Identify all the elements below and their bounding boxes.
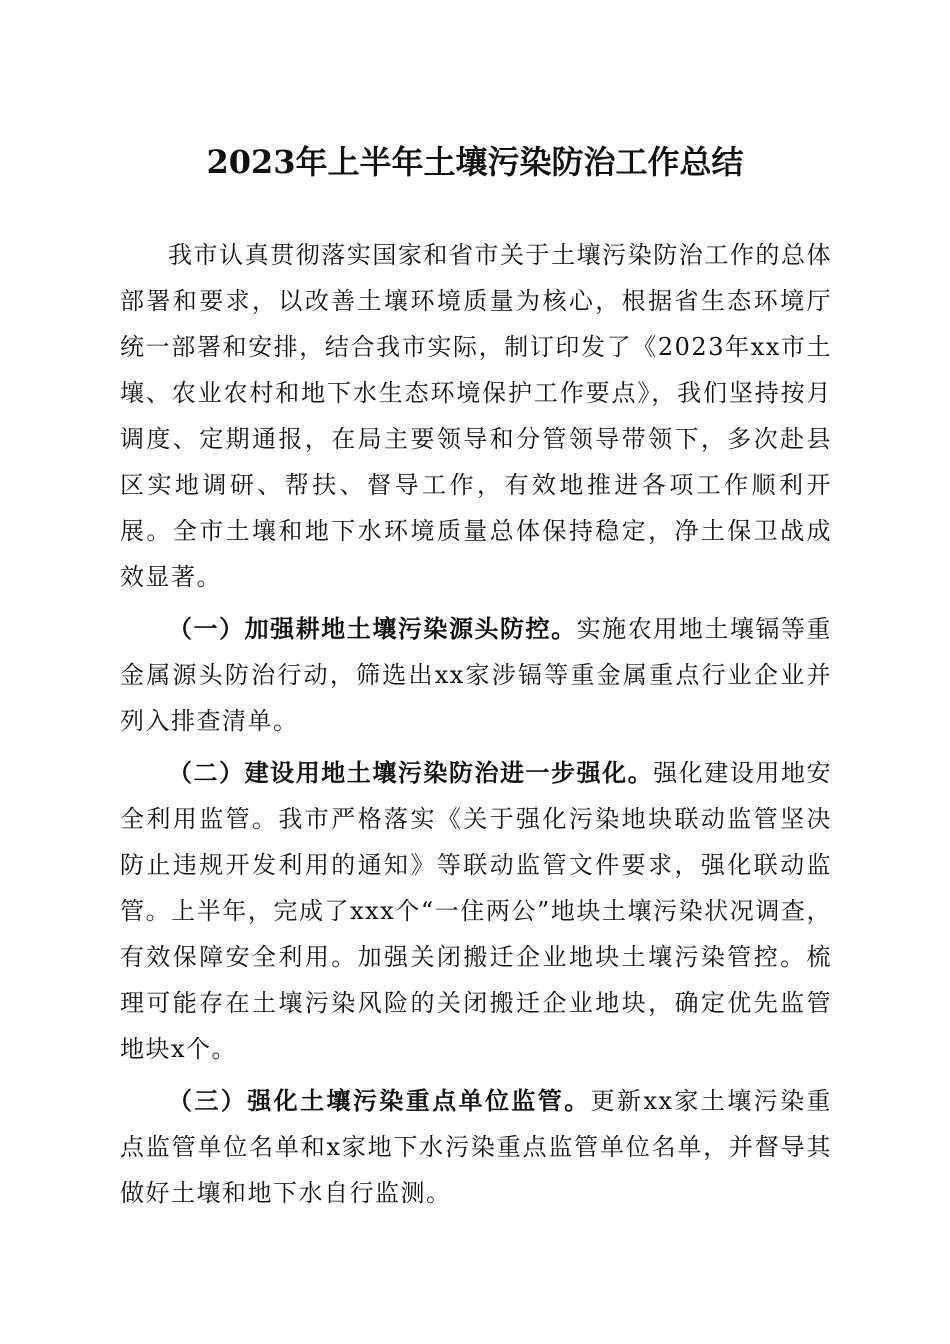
intro-paragraph: 我市认真贯彻落实国家和省市关于土壤污染防治工作的总体部署和要求，以改善土壤环境质量为核心，根据省生态环境厅统一部署和安排，结合我市实际，制订印发了《2023年xx市土壤、农业农村和地下水生态环境保护工作要点》，我们坚持按月调度、定期通报，在局主要领导和分管领导带领下，多次赴县区实地调研、帮扶、督导工作，有效地推进各项工作顺利开展。全市土壤和地下水环境质量总体保持稳定，净土保卫战成效显著。	[120, 241, 832, 591]
section-paragraph-3	[120, 1078, 832, 1216]
section-body-2: 强化建设用地安全利用监管。我市严格落实《关于强化污染地块联动监管坚决防止违规开发利用的通知》等联动监管文件要求，强化联动监管。上半年，完成了xxx个“一住两公”地块土壤污染状况调查，有效保障安全利用。加强关闭搬迁企业地块土壤污染管控。梳理可能存在土壤污染风险的关闭搬迁企业地块，确定优先监管地块x个。	[120, 759, 833, 1063]
section-heading-1: （一）加强耕地土壤污染源头防控。	[168, 614, 577, 643]
document-body	[120, 232, 832, 1216]
section-paragraph-1	[120, 606, 832, 744]
section-body-1: 实施农用地土壤镉等重金属源头防治行动，筛选出xx家涉镉等重金属重点行业企业并列入排查清单。	[120, 615, 832, 735]
document-title: 2023年上半年土壤污染防治工作总结	[206, 143, 744, 181]
section-heading-3: （三）强化土壤污染重点单位监管。	[168, 1086, 591, 1115]
section-heading-2: （二）建设用地土壤污染防治进一步强化。	[168, 758, 654, 787]
section-body-3: 更新xx家土壤污染重点监管单位名单和x家地下水污染重点监管单位名单，并督导其做好土壤和地下水自行监测。	[120, 1087, 833, 1207]
section-paragraph-2	[120, 750, 832, 1072]
